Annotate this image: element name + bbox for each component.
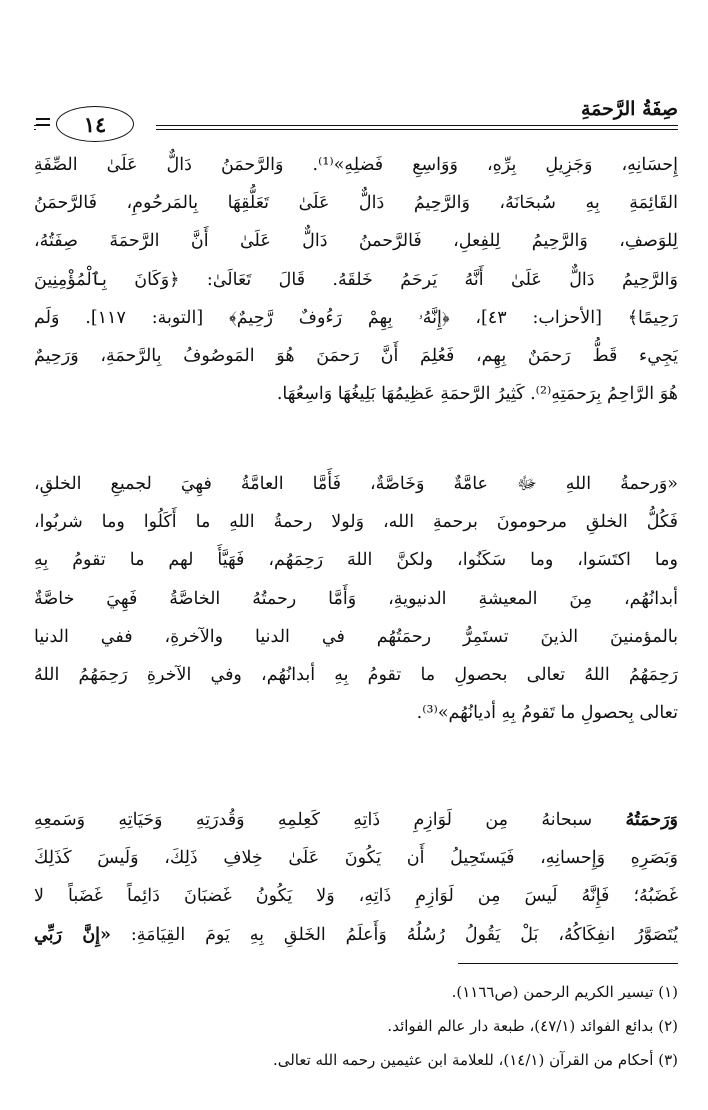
text-line: أبدانُهُم، مِنَ المعيشةِ الدنيويةِ، وَأَمَّا رحمتُهُ الخاصَّةُ فَهِيَ خاصَّةٌ (34, 588, 678, 609)
text-line: إِحسَانِهِ، وَجَزِيلِ بِرِّهِ، وَوَاسِعِ فَضلِهِ»⁽¹⁾. وَالرَّحمَنُ دَالٌّ عَلَىٰ الصِّفَةِ (34, 155, 678, 175)
text-line: تعالى بِحصولِ ما تَقومُ بِهِ أديانُهُم»⁽³⁾. (416, 703, 678, 724)
text-line: بالمؤمنينَ الذينَ تستَمِرُّ رحمَتُهُم في الدنيا والآخرةِ، ففي الدنيا (34, 626, 678, 647)
page-number: ١٤ (56, 106, 134, 142)
paragraph-3 (34, 801, 678, 954)
text-line (34, 916, 678, 954)
footnote: (٣) أحكام من القرآن (١٤/١)، للعلامة ابن عثيمين رحمه الله تعالى. (272, 1051, 678, 1069)
text-line: «وَرحمةُ اللهِ ﷻ عامَّةٌ وَخَاصَّةٌ، فَأَمَّا العامَّةُ فهِيَ لجميعِ الخلقِ، (34, 474, 678, 494)
text-line: هُوَ الرَّاحِمُ بِرَحمَتِهِ⁽²⁾. كَثِيرُ الرَّحمَةِ عَظِيمُهَا بَلِيغُهَا وَاسِعُهَا. (276, 384, 678, 405)
text-line: غَضَبُهُ؛ فَإِنَّهُ لَيسَ مِن لَوَازِمِ ذَاتِهِ، وَلا يَكُونُ غَضبَانَ دَائِماً غَضَباً لا (34, 886, 678, 907)
text-line-rest: يُتَصَوَّرُ انفِكَاكُهُ، بَلْ يَقُولُ رُسُلُهُ وَأَعلَمُ الخَلقِ بِهِ يَومَ القِيَامَةِ: (130, 924, 678, 945)
footnote-rule (458, 963, 678, 964)
text-line-rest: سبحانهُ مِن لَوَازِمِ ذَاتِهِ كَعِلمِهِ وَقُدرَتِهِ وَحَيَاتِهِ وَسَمعِهِ (34, 810, 593, 830)
footnote: (١) تيسير الكريم الرحمن (ص١١٦٦). (451, 983, 678, 1001)
equals-ornament-icon (36, 114, 50, 128)
footnote: (٢) بدائع الفوائد (٤٧/١)، طبعة دار عالم الفوائد. (387, 1017, 678, 1035)
text-line: فَكُلُّ الخلقِ مرحومونَ برحمةِ الله، وَلولا رحمةُ اللهِ ما أَكَلُوا وما شربُوا، (34, 512, 678, 533)
text-line: القَائِمَةِ بِهِ سُبحَانَهُ، وَالرَّحِيمُ دَالٌّ عَلَىٰ تَعَلُّقِهَا بِالمَرحُومِ، فَالرَّحمَنُ (34, 193, 678, 214)
quote-start: «إِنَّ رَبِّي (34, 924, 111, 945)
text-line (34, 801, 678, 839)
paragraph-2-quote (34, 465, 678, 732)
text-line: وما اكتَسَوا، وما سَكَنُوا، ولكنَّ اللهَ رَحِمَهُم، فَهَيَّأَ لهم ما تقومُ بِهِ (34, 550, 678, 571)
lead-word: وَرَحمَتُهُ (625, 810, 678, 830)
footnotes (34, 975, 678, 1077)
page-number-badge (36, 106, 156, 144)
running-title: صِفَةُ الرَّحمَةِ (580, 98, 678, 120)
text-line: يَجِيء قَطُّ رَحمَنٌ بِهِم، فَعُلِمَ أَنَّ رَحمَنَ هُوَ المَوصُوفُ بِالرَّحمَةِ، وَرَحِيمٌ (34, 345, 678, 366)
text-line: وَالرَّحِيمُ دَالٌّ عَلَىٰ أَنَّهُ يَرحَمُ خَلقَهُ. قَالَ تَعَالَىٰ: ﴿وَكَانَ بِٱلْمُؤْمِنِينَ (34, 269, 678, 290)
text-line: لِلوَصفِ، وَالرَّحِيمُ لِلفِعلِ، فَالرَّحمنُ دَالٌّ عَلَىٰ أَنَّ الرَّحمَةَ صِفَتُهُ، (34, 231, 678, 252)
text-line: وَبَصَرِهِ وَإِحسانِهِ، فَيَستَحِيلُ أَن يَكُونَ عَلَىٰ خِلافِ ذَلِكَ، وَلَيسَ كَذَلِكَ (34, 848, 678, 869)
text-line: رَحِيمًا﴾ [الأحزاب: ٤٣]، ﴿إِنَّهُۥ بِهِمْ رَءُوفٌ رَّحِيمٌ﴾ [التوبة: ١١٧]. وَلَم (34, 307, 678, 328)
text-line: رَحِمَهُمُ اللهُ تعالى بحصولِ ما تقومُ بِهِ أبدانُهُم، وفي الآخرةِ رَحِمَهُمُ اللهُ (34, 664, 678, 685)
paragraph-1 (34, 146, 678, 413)
